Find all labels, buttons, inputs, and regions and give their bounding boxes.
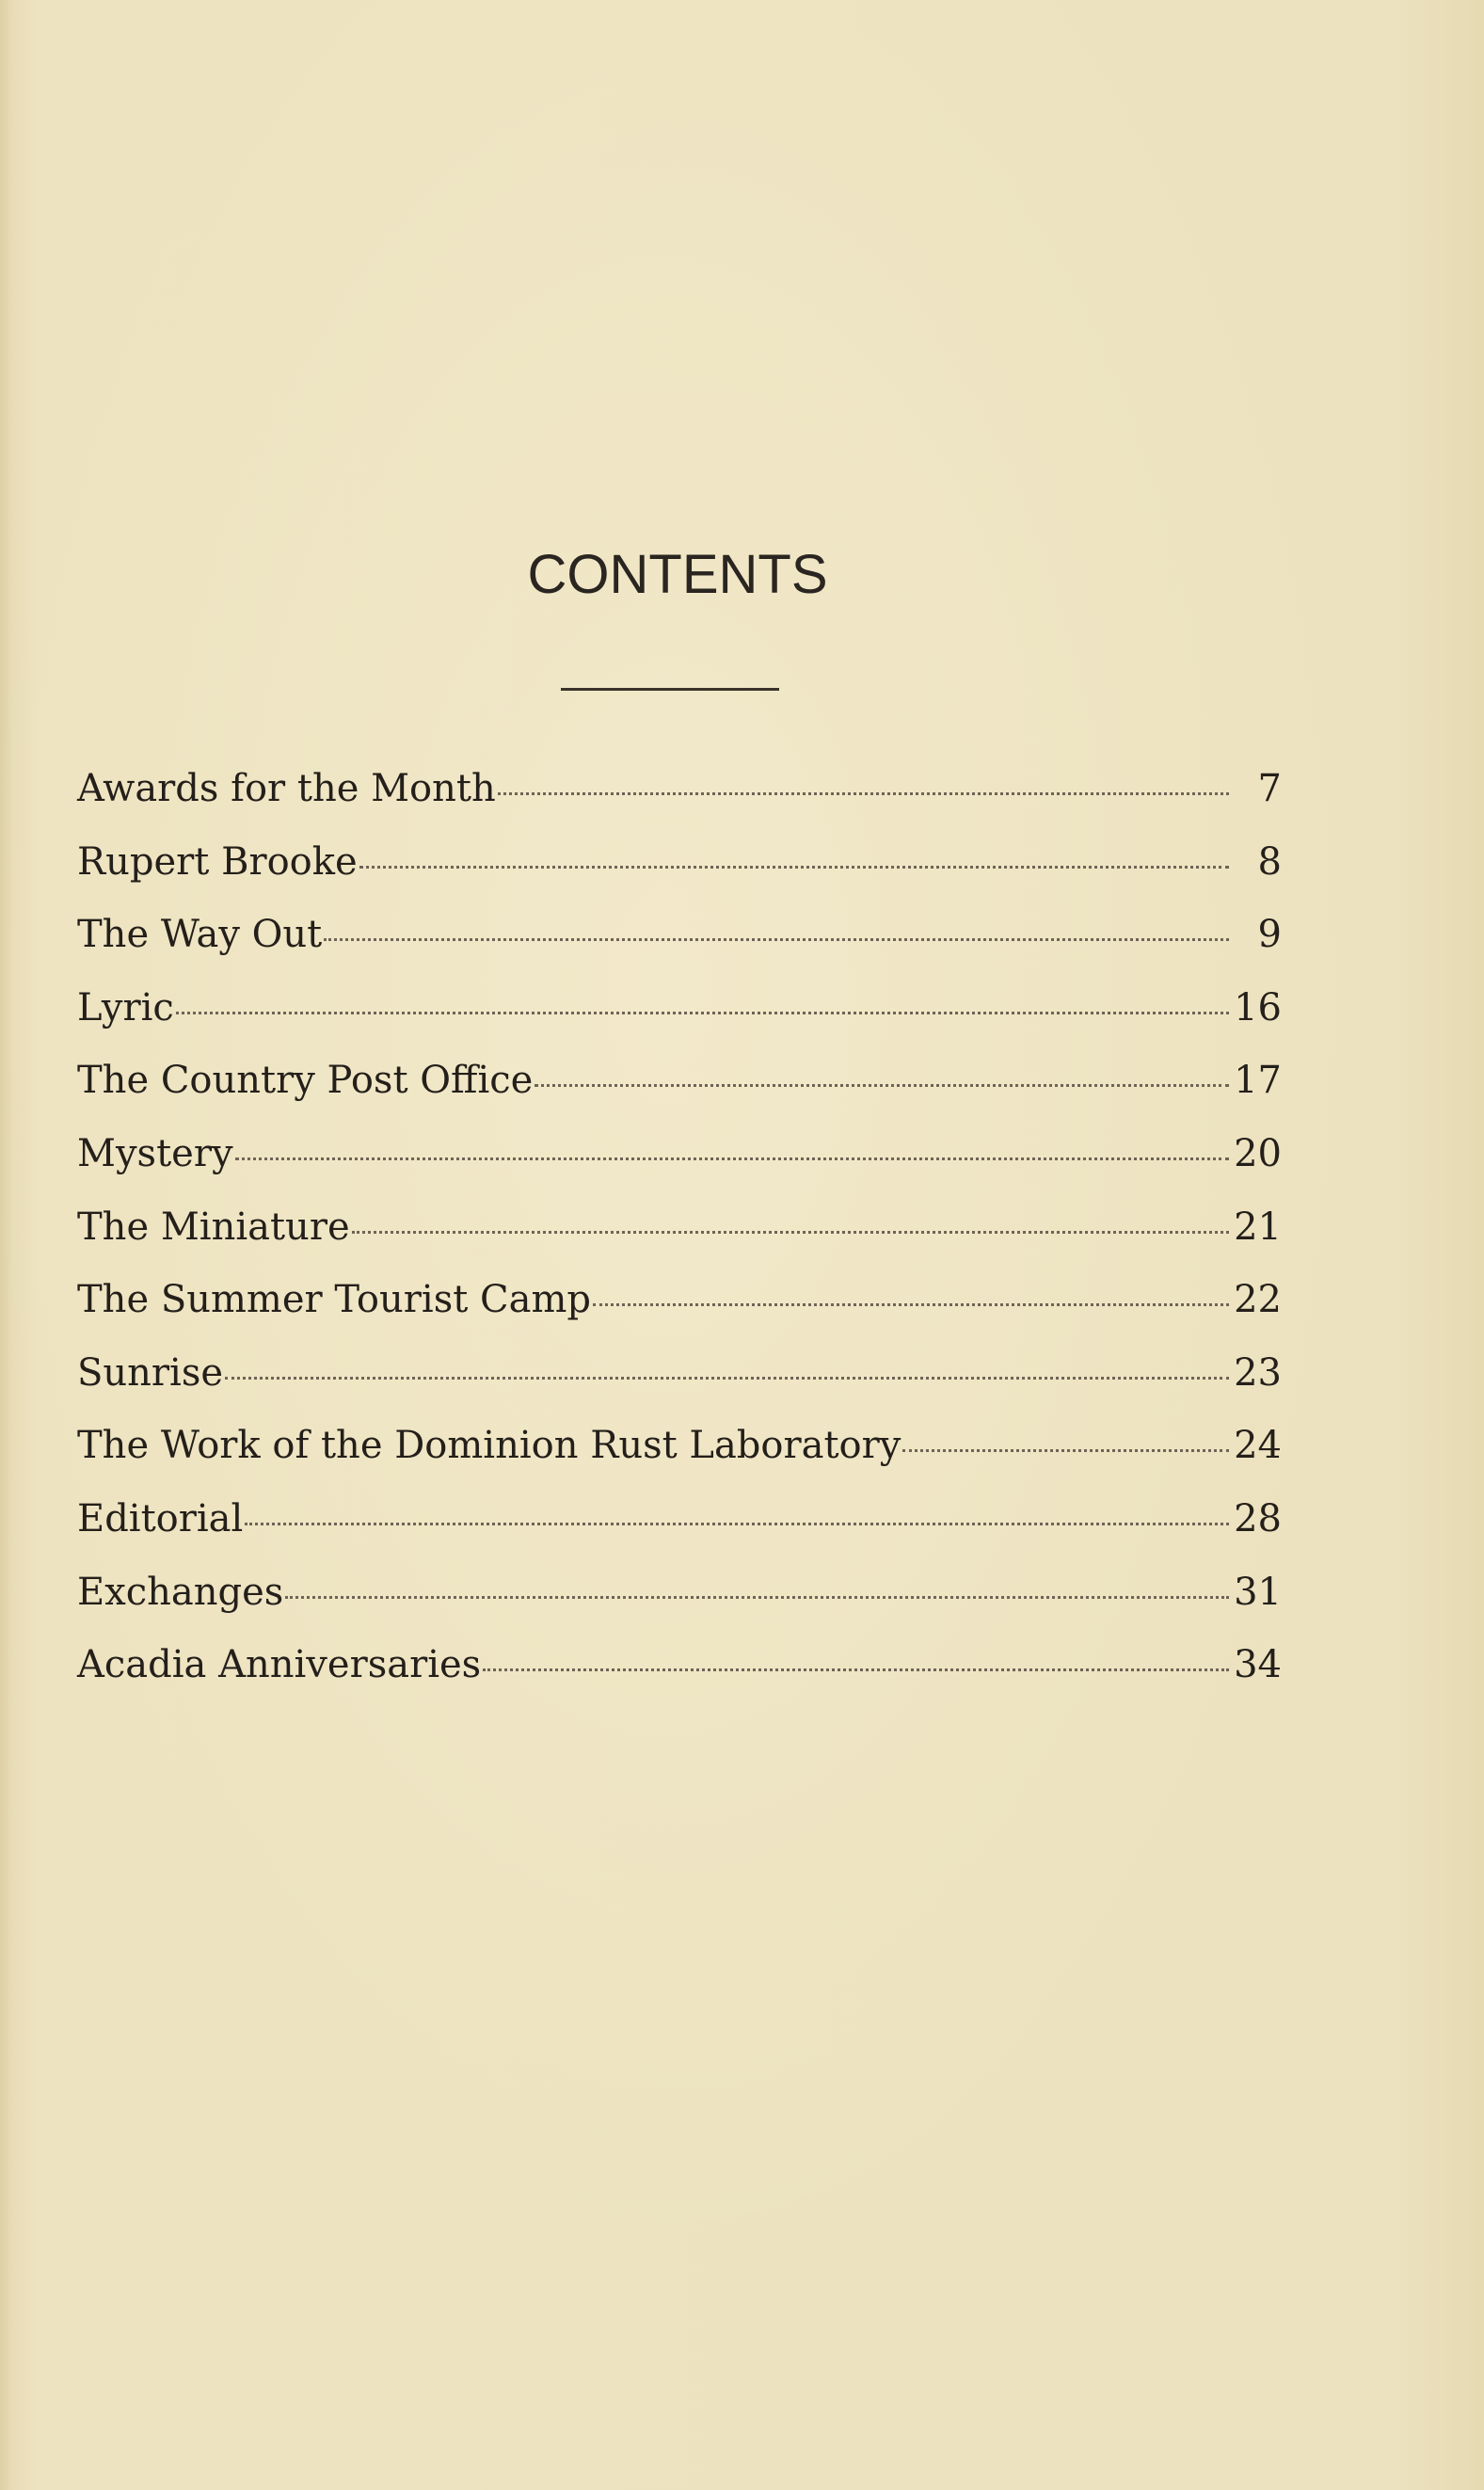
dot-leader — [324, 938, 1229, 941]
contents-entry — [77, 980, 1282, 1053]
contents-entry — [77, 1491, 1282, 1564]
dot-leader — [498, 792, 1229, 795]
dot-leader — [902, 1449, 1229, 1452]
dot-leader — [483, 1668, 1229, 1671]
dot-leader — [225, 1377, 1229, 1380]
entry-page-number: 16 — [1234, 985, 1282, 1030]
entry-page-number: 21 — [1234, 1205, 1282, 1249]
contents-entry — [77, 1417, 1282, 1491]
entry-page-number: 24 — [1234, 1424, 1282, 1468]
dot-leader — [593, 1303, 1229, 1306]
dot-leader — [535, 1084, 1229, 1087]
entry-page-number: 31 — [1234, 1570, 1282, 1614]
contents-heading: CONTENTS — [527, 544, 828, 605]
entry-page-number: 34 — [1234, 1643, 1282, 1687]
entry-page-number: 7 — [1257, 767, 1282, 810]
dot-leader — [176, 1012, 1229, 1014]
heading-rule — [561, 688, 779, 691]
contents-entry — [77, 1564, 1282, 1637]
entry-title: Acadia Anniversaries — [77, 1643, 482, 1687]
entry-title: The Summer Tourist Camp — [77, 1278, 591, 1322]
dot-leader — [285, 1596, 1229, 1599]
contents-list — [77, 760, 1282, 1710]
entry-title: The Work of the Dominion Rust Laboratory — [77, 1424, 902, 1468]
contents-entry — [77, 1125, 1282, 1199]
dot-leader — [235, 1157, 1229, 1160]
entry-page-number: 28 — [1234, 1496, 1282, 1540]
dot-leader — [352, 1231, 1229, 1234]
entry-title: The Country Post Office — [77, 1059, 534, 1103]
entry-title: The Way Out — [77, 913, 323, 957]
entry-title: Mystery — [77, 1131, 233, 1175]
entry-page-number: 9 — [1257, 913, 1282, 957]
contents-entry — [77, 906, 1282, 980]
entry-title: Lyric — [77, 985, 174, 1030]
entry-page-number: 17 — [1234, 1059, 1282, 1103]
dot-leader — [359, 866, 1229, 869]
entry-title: Exchanges — [77, 1570, 284, 1614]
entry-page-number: 22 — [1234, 1278, 1282, 1322]
entry-title: Sunrise — [77, 1350, 224, 1395]
dot-leader — [245, 1523, 1229, 1525]
entry-page-number: 23 — [1234, 1350, 1282, 1395]
contents-entry — [77, 1052, 1282, 1125]
contents-entry — [77, 1199, 1282, 1272]
contents-entry — [77, 760, 1282, 834]
entry-title: Awards for the Month — [77, 767, 496, 810]
contents-entry — [77, 834, 1282, 907]
entry-title: Editorial — [77, 1496, 244, 1540]
entry-page-number: 8 — [1257, 839, 1282, 884]
contents-entry — [77, 1345, 1282, 1418]
entry-page-number: 20 — [1234, 1131, 1282, 1175]
contents-entry — [77, 1636, 1282, 1710]
contents-entry — [77, 1271, 1282, 1345]
entry-title: The Miniature — [77, 1205, 350, 1249]
entry-title: Rupert Brooke — [77, 839, 358, 884]
